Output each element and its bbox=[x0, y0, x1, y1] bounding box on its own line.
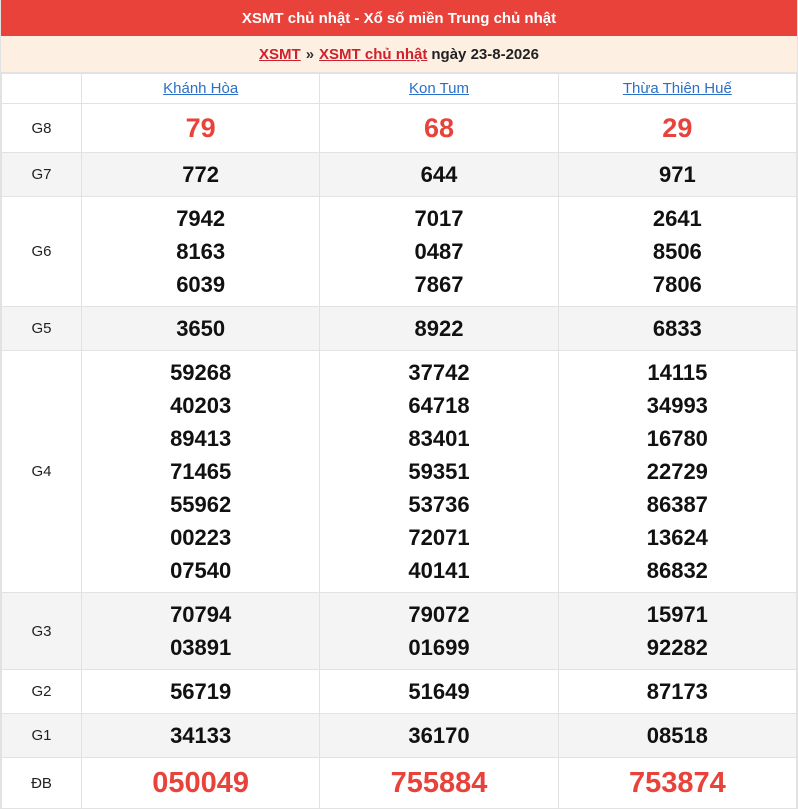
result-number: 53736 bbox=[408, 492, 470, 517]
result-number: 79 bbox=[185, 112, 216, 143]
result-number: 772 bbox=[182, 162, 220, 187]
result-cell bbox=[320, 758, 558, 809]
result-cell bbox=[558, 104, 796, 153]
result-number: 01699 bbox=[408, 635, 470, 660]
result-number: 03891 bbox=[170, 635, 232, 660]
prize-row-g8 bbox=[2, 104, 797, 153]
result-cell bbox=[320, 593, 558, 670]
result-number: 68 bbox=[423, 112, 455, 143]
province-cell bbox=[320, 74, 558, 104]
result-number: 72071 bbox=[408, 525, 470, 550]
result-cell bbox=[82, 593, 320, 670]
breadcrumb bbox=[1, 36, 797, 73]
corner-cell bbox=[2, 74, 82, 104]
result-cell bbox=[320, 351, 558, 593]
result-number: 8163 bbox=[176, 239, 226, 264]
prize-label: G3 bbox=[2, 593, 82, 670]
result-number: 7017 bbox=[414, 206, 464, 231]
result-number: 34133 bbox=[170, 723, 232, 748]
result-number: 56719 bbox=[170, 679, 232, 704]
result-number: 3650 bbox=[176, 316, 226, 341]
result-cell bbox=[82, 758, 320, 809]
result-number: 64718 bbox=[408, 393, 470, 418]
result-number: 00223 bbox=[170, 525, 232, 550]
special-prize-number: 753874 bbox=[628, 766, 726, 799]
result-number: 8506 bbox=[652, 239, 702, 264]
result-cell bbox=[82, 714, 320, 758]
prize-label: G8 bbox=[2, 104, 82, 153]
result-number: 15971 bbox=[646, 602, 708, 627]
province-cell bbox=[82, 74, 320, 104]
result-number: 08518 bbox=[646, 723, 708, 748]
prize-row-g4 bbox=[2, 351, 797, 593]
result-number: 59268 bbox=[170, 360, 232, 385]
result-number: 51649 bbox=[408, 679, 470, 704]
result-cell bbox=[558, 351, 796, 593]
result-cell bbox=[320, 307, 558, 351]
result-number: 29 bbox=[662, 112, 693, 143]
result-number: 55962 bbox=[170, 492, 232, 517]
prize-label: G6 bbox=[2, 197, 82, 307]
result-cell bbox=[82, 351, 320, 593]
province-link-thua-thien-hue[interactable]: Thừa Thiên Huế bbox=[622, 79, 732, 97]
special-prize-number: 755884 bbox=[390, 766, 488, 799]
result-cell bbox=[82, 153, 320, 197]
result-number: 83401 bbox=[408, 426, 470, 451]
result-number: 7806 bbox=[652, 272, 702, 297]
province-link-khanh-hoa[interactable]: Khánh Hòa bbox=[163, 79, 239, 97]
result-cell bbox=[82, 307, 320, 351]
result-cell bbox=[320, 714, 558, 758]
prize-row-g2 bbox=[2, 670, 797, 714]
breadcrumb-link-xsmt-sunday[interactable]: XSMT chủ nhật bbox=[319, 45, 428, 63]
province-header-row bbox=[2, 74, 797, 104]
prize-label: G4 bbox=[2, 351, 82, 593]
page-header bbox=[1, 0, 797, 36]
results-table bbox=[1, 73, 797, 809]
special-prize-number: 050049 bbox=[152, 766, 250, 799]
result-number: 13624 bbox=[646, 525, 708, 550]
result-cell bbox=[558, 153, 796, 197]
prize-label: G7 bbox=[2, 153, 82, 197]
province-link-kon-tum[interactable]: Kon Tum bbox=[408, 79, 469, 97]
result-cell bbox=[320, 670, 558, 714]
result-number: 07540 bbox=[170, 558, 232, 583]
result-number: 2641 bbox=[652, 206, 702, 231]
result-number: 59351 bbox=[408, 459, 470, 484]
result-cell bbox=[82, 670, 320, 714]
prize-row-g5 bbox=[2, 307, 797, 351]
prize-row-special bbox=[2, 758, 797, 809]
result-number: 40203 bbox=[170, 393, 232, 418]
result-number: 92282 bbox=[646, 635, 708, 660]
result-number: 22729 bbox=[646, 459, 708, 484]
result-cell bbox=[558, 307, 796, 351]
prize-row-g3 bbox=[2, 593, 797, 670]
result-number: 6039 bbox=[176, 272, 226, 297]
result-cell bbox=[320, 153, 558, 197]
result-number: 89413 bbox=[170, 426, 232, 451]
result-cell bbox=[82, 197, 320, 307]
result-cell bbox=[320, 197, 558, 307]
province-cell bbox=[558, 74, 796, 104]
result-cell bbox=[558, 670, 796, 714]
result-cell bbox=[558, 197, 796, 307]
result-number: 70794 bbox=[170, 602, 232, 627]
result-number: 34993 bbox=[646, 393, 708, 418]
result-number: 86832 bbox=[646, 558, 708, 583]
result-cell bbox=[558, 593, 796, 670]
result-number: 971 bbox=[658, 162, 696, 187]
result-number: 79072 bbox=[408, 602, 470, 627]
result-number: 8922 bbox=[414, 316, 464, 341]
breadcrumb-separator: » bbox=[305, 45, 315, 63]
result-number: 36170 bbox=[408, 723, 470, 748]
prize-row-g7 bbox=[2, 153, 797, 197]
result-number: 6833 bbox=[652, 316, 702, 341]
draw-date: ngày 23-8-2026 bbox=[431, 45, 539, 63]
prize-label: G5 bbox=[2, 307, 82, 351]
result-number: 40141 bbox=[408, 558, 470, 583]
result-number: 644 bbox=[420, 162, 458, 187]
result-number: 37742 bbox=[408, 360, 470, 385]
page-title: XSMT chủ nhật - Xổ số miền Trung chủ nhật bbox=[241, 9, 557, 27]
result-number: 87173 bbox=[646, 679, 708, 704]
result-cell bbox=[320, 104, 558, 153]
prize-row-g1 bbox=[2, 714, 797, 758]
result-cell bbox=[558, 714, 796, 758]
result-number: 86387 bbox=[646, 492, 708, 517]
prize-label: G1 bbox=[2, 714, 82, 758]
result-number: 7867 bbox=[414, 272, 464, 297]
result-number: 16780 bbox=[646, 426, 708, 451]
result-cell bbox=[558, 758, 796, 809]
breadcrumb-link-xsmt[interactable]: XSMT bbox=[259, 45, 301, 63]
prize-label: ĐB bbox=[2, 758, 82, 809]
result-cell bbox=[82, 104, 320, 153]
prize-row-g6 bbox=[2, 197, 797, 307]
result-number: 0487 bbox=[414, 239, 464, 264]
result-number: 14115 bbox=[647, 360, 708, 385]
result-number: 7942 bbox=[176, 206, 226, 231]
prize-label: G2 bbox=[2, 670, 82, 714]
result-number: 71465 bbox=[170, 459, 232, 484]
